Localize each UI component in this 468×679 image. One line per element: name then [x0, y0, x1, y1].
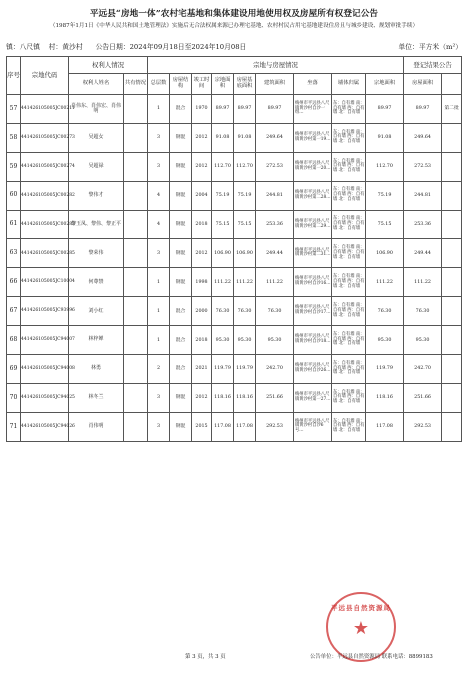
row-res-land: 118.16 — [366, 383, 404, 412]
row-code: 441426105005JC00273 — [21, 123, 69, 152]
row-no: 68 — [7, 326, 21, 355]
table-row — [7, 95, 462, 124]
row-year: 2012 — [192, 239, 212, 268]
row-year: 2015 — [192, 412, 212, 441]
row-owner-boundary: 东：自有墙 南：自有墙 西：自有墙 北：自有墙 — [332, 95, 366, 124]
row-year: 2004 — [192, 181, 212, 210]
row-build-area: 89.97 — [256, 95, 294, 124]
row-location: 梅州市平远县八尺镇黄沙村第二31… — [294, 239, 332, 268]
row-no: 67 — [7, 297, 21, 326]
col-location: 坐落 — [294, 74, 332, 95]
row-res-build: 242.70 — [404, 355, 442, 384]
col-build-area: 建筑面积 — [256, 74, 294, 95]
row-code: 441426105005JC00274 — [21, 152, 69, 181]
row-floors: 3 — [148, 383, 170, 412]
col-res-build: 房屋面积 — [404, 74, 442, 95]
row-owner-boundary: 东：自有墙 南：自有墙 西：自有墙 北：自有墙 — [332, 239, 366, 268]
row-res-land: 119.79 — [366, 355, 404, 384]
row-shared — [124, 95, 148, 124]
row-floors: 1 — [148, 326, 170, 355]
row-build-area: 242.70 — [256, 355, 294, 384]
row-structure: 钢混 — [170, 181, 192, 210]
row-build-area: 95.30 — [256, 326, 294, 355]
page-subtitle: （1987年1月1日《中华人民共和国土地管理法》实施后无合法权属来源已办理宅基地、农村村民占用宅基地建设住房且与城乡建设、规划审批手续） — [49, 23, 419, 29]
row-code: 441426105005JC10004 — [21, 268, 69, 297]
row-year: 2018 — [192, 326, 212, 355]
row-code: 441426105005JC94008 — [21, 355, 69, 384]
row-owner-name: 何尊禁 — [69, 268, 124, 297]
row-owner-boundary: 东：自有墙 南：自有墙 西：自有墙 北：自有墙 — [332, 297, 366, 326]
row-remark — [442, 210, 462, 239]
row-remark: 第二批 — [442, 95, 462, 124]
row-no: 60 — [7, 181, 21, 210]
row-land-area: 106.90 — [212, 239, 234, 268]
row-owner-boundary: 东：自有墙 南：自有墙 西：自有墙 北：自有墙 — [332, 412, 366, 441]
row-remark — [442, 181, 462, 210]
row-land-area: 75.19 — [212, 181, 234, 210]
row-structure: 钢混 — [170, 123, 192, 152]
row-remark — [442, 152, 462, 181]
row-no: 66 — [7, 268, 21, 297]
area-unit: 单位：平方米（m²） — [398, 43, 462, 51]
col-owner-boundary: 墙体归属 — [332, 74, 366, 95]
row-no: 63 — [7, 239, 21, 268]
row-base-area: 112.70 — [234, 152, 256, 181]
row-owner-boundary: 东：自有墙 南：自有墙 西：自有墙 北：自有墙 — [332, 326, 366, 355]
row-remark — [442, 326, 462, 355]
row-owner-name: 林冬兰 — [69, 383, 124, 412]
notice-period: 公告日期：2024年09月18日至2024年10月08日 — [95, 43, 247, 51]
row-remark — [442, 383, 462, 412]
row-structure: 混合 — [170, 297, 192, 326]
table-row — [7, 297, 462, 326]
row-build-area: 111.22 — [256, 268, 294, 297]
row-remark — [442, 123, 462, 152]
row-no: 71 — [7, 412, 21, 441]
row-res-build: 253.36 — [404, 210, 442, 239]
row-res-land: 112.70 — [366, 152, 404, 181]
row-shared — [124, 326, 148, 355]
row-owner-boundary: 东：自有墙 南：自有墙 西：自有墙 北：自有墙 — [332, 383, 366, 412]
row-owner-name: 肖伟明 — [69, 412, 124, 441]
col-structure: 房屋结构 — [170, 74, 192, 95]
row-shared — [124, 355, 148, 384]
row-base-area: 119.79 — [234, 355, 256, 384]
row-floors: 3 — [148, 239, 170, 268]
row-no: 61 — [7, 210, 21, 239]
row-res-land: 75.15 — [366, 210, 404, 239]
row-shared — [124, 297, 148, 326]
row-location: 梅州市平远县八尺镇黄沙村自沙6号… — [294, 412, 332, 441]
row-base-area: 95.30 — [234, 326, 256, 355]
row-location: 梅州市平远县八尺镇黄沙村第一19… — [294, 123, 332, 152]
row-floors: 1 — [148, 297, 170, 326]
page-title: 平远县“房地一体”农村宅基地和集体建设用地使用权及房屋所有权登记公告 — [89, 9, 379, 19]
row-floors: 2 — [148, 355, 170, 384]
row-res-build: 292.53 — [404, 412, 442, 441]
seal-text: 平远县自然资源局 — [331, 604, 391, 612]
row-base-area: 91.08 — [234, 123, 256, 152]
row-base-area: 89.97 — [234, 95, 256, 124]
row-owner-name: 肖伟东、肖伟宏、肖伟明 — [69, 95, 124, 124]
table-row — [7, 268, 462, 297]
row-owner-name: 黎荣伟 — [69, 239, 124, 268]
row-location: 梅州市平远县八尺镇黄沙村第二29… — [294, 210, 332, 239]
row-floors: 3 — [148, 412, 170, 441]
row-shared — [124, 268, 148, 297]
row-structure: 钢混 — [170, 210, 192, 239]
row-no: 70 — [7, 383, 21, 412]
table-row — [7, 412, 462, 441]
row-base-area: 111.22 — [234, 268, 256, 297]
row-res-land: 91.08 — [366, 123, 404, 152]
col-floors: 总层数 — [148, 74, 170, 95]
table-row — [7, 355, 462, 384]
row-year: 2012 — [192, 152, 212, 181]
row-land-area: 119.79 — [212, 355, 234, 384]
row-structure: 钢混 — [170, 383, 192, 412]
row-code: 441426105005JC00285 — [21, 239, 69, 268]
row-owner-name: 黎伟才 — [69, 181, 124, 210]
col-no: 序号 — [7, 57, 21, 95]
seal-star-icon: ★ — [352, 618, 370, 639]
row-location: 梅州市平远县八尺镇黄沙村自沙18… — [294, 326, 332, 355]
col-land-area: 宗地面积 — [212, 74, 234, 95]
row-code: 441426105005JC00282 — [21, 181, 69, 210]
col-land-group: 宗地与房屋情况 — [148, 57, 404, 74]
row-floors: 3 — [148, 123, 170, 152]
row-land-area: 117.08 — [212, 412, 234, 441]
row-base-area: 75.15 — [234, 210, 256, 239]
row-res-build: 95.30 — [404, 326, 442, 355]
row-owner-boundary: 东：自有墙 南：自有墙 西：自有墙 北：自有墙 — [332, 123, 366, 152]
col-shared: 共有情况 — [124, 74, 148, 95]
row-owner-name: 黎玉凤、黎伟、黎正平 — [69, 210, 124, 239]
table-row — [7, 181, 462, 210]
row-land-area: 89.97 — [212, 95, 234, 124]
row-remark — [442, 239, 462, 268]
row-code: 441426105005JC94025 — [21, 383, 69, 412]
row-shared — [124, 239, 148, 268]
table-row — [7, 152, 462, 181]
row-location: 梅州市平远县八尺镇黄沙村自沙26… — [294, 355, 332, 384]
row-floors: 4 — [148, 181, 170, 210]
row-no: 59 — [7, 152, 21, 181]
notice-meta — [6, 41, 462, 51]
row-no: 57 — [7, 95, 21, 124]
row-build-area: 253.36 — [256, 210, 294, 239]
notice-unit: 公告单位：平远县自然资源局 联系电话：8899183 — [310, 654, 433, 660]
row-code: 441426105005JC94026 — [21, 412, 69, 441]
row-year: 2021 — [192, 355, 212, 384]
row-structure: 钢混 — [170, 239, 192, 268]
row-year: 2012 — [192, 383, 212, 412]
registration-table — [6, 56, 462, 442]
row-res-build: 89.97 — [404, 95, 442, 124]
table-row — [7, 326, 462, 355]
row-code: 441426105005JC93996 — [21, 297, 69, 326]
row-code: 441426105005JC94007 — [21, 326, 69, 355]
row-location: 梅州市平远县八尺镇黄沙村自沙16… — [294, 268, 332, 297]
row-owner-name: 林勇 — [69, 355, 124, 384]
row-remark — [442, 412, 462, 441]
row-res-build: 251.66 — [404, 383, 442, 412]
row-structure: 钢混 — [170, 412, 192, 441]
table-row — [7, 383, 462, 412]
row-structure: 钢混 — [170, 268, 192, 297]
table-row — [7, 239, 462, 268]
row-res-build: 76.30 — [404, 297, 442, 326]
row-location: 梅州市平远县八尺镇黄沙村自沙17… — [294, 297, 332, 326]
row-owner-name: 刘小红 — [69, 297, 124, 326]
col-owner-group: 权利人情况 — [69, 57, 148, 74]
row-year: 1998 — [192, 268, 212, 297]
row-structure: 钢混 — [170, 152, 192, 181]
row-owner-name: 林梓婵 — [69, 326, 124, 355]
row-build-area: 244.81 — [256, 181, 294, 210]
row-owner-boundary: 东：自有墙 南：自有墙 西：自有墙 北：自有墙 — [332, 181, 366, 210]
row-build-area: 251.66 — [256, 383, 294, 412]
col-year: 竣工时间 — [192, 74, 212, 95]
row-structure: 混合 — [170, 355, 192, 384]
row-floors: 4 — [148, 210, 170, 239]
col-owner-name: 权利人姓名 — [69, 74, 124, 95]
row-location: 梅州市平远县八尺镇黄沙村第一20… — [294, 152, 332, 181]
row-build-area: 76.30 — [256, 297, 294, 326]
row-owner-name: 吴超禄 — [69, 152, 124, 181]
row-land-area: 95.30 — [212, 326, 234, 355]
row-no: 69 — [7, 355, 21, 384]
row-code: 441426105005JC00283 — [21, 210, 69, 239]
row-res-build: 249.64 — [404, 123, 442, 152]
row-shared — [124, 210, 148, 239]
row-land-area: 111.22 — [212, 268, 234, 297]
row-build-area: 249.64 — [256, 123, 294, 152]
page-number: 第 3 页，共 3 页 — [185, 654, 226, 660]
village-label: 村：黄沙村 — [48, 43, 83, 51]
row-location: 梅州市平远县八尺镇黄沙村自沙一组… — [294, 95, 332, 124]
row-base-area: 76.30 — [234, 297, 256, 326]
row-owner-boundary: 东：自有墙 南：自有墙 西：自有墙 北：自有墙 — [332, 152, 366, 181]
col-result-group: 登记结果公告 — [404, 57, 462, 74]
row-base-area: 106.90 — [234, 239, 256, 268]
row-base-area: 75.19 — [234, 181, 256, 210]
row-shared — [124, 412, 148, 441]
row-res-build: 111.22 — [404, 268, 442, 297]
row-floors: 3 — [148, 152, 170, 181]
row-owner-boundary: 东：自有墙 南：自有墙 西：自有墙 北：自有墙 — [332, 268, 366, 297]
row-year: 2000 — [192, 297, 212, 326]
row-location: 梅州市平远县八尺镇黄沙村第二28… — [294, 181, 332, 210]
row-no: 58 — [7, 123, 21, 152]
row-land-area: 76.30 — [212, 297, 234, 326]
row-shared — [124, 181, 148, 210]
town-label: 镇：八尺镇 — [6, 43, 40, 51]
row-build-area: 272.53 — [256, 152, 294, 181]
row-remark — [442, 355, 462, 384]
col-code: 宗地代码 — [21, 57, 69, 95]
row-remark — [442, 268, 462, 297]
row-remark — [442, 297, 462, 326]
row-base-area: 118.16 — [234, 383, 256, 412]
row-base-area: 117.08 — [234, 412, 256, 441]
row-land-area: 75.15 — [212, 210, 234, 239]
row-res-land: 76.30 — [366, 297, 404, 326]
row-build-area: 249.44 — [256, 239, 294, 268]
row-res-land: 111.22 — [366, 268, 404, 297]
row-owner-name: 吴超女 — [69, 123, 124, 152]
row-res-build: 249.44 — [404, 239, 442, 268]
col-base-area: 房屋基底面积 — [234, 74, 256, 95]
row-shared — [124, 383, 148, 412]
row-owner-boundary: 东：自有墙 南：自有墙 西：自有墙 北：自有墙 — [332, 355, 366, 384]
row-res-land: 75.19 — [366, 181, 404, 210]
row-year: 2012 — [192, 123, 212, 152]
row-code: 441426105005JC00211 — [21, 95, 69, 124]
row-res-land: 95.30 — [366, 326, 404, 355]
row-structure: 混合 — [170, 326, 192, 355]
row-res-land: 89.97 — [366, 95, 404, 124]
row-res-land: 106.90 — [366, 239, 404, 268]
row-shared — [124, 152, 148, 181]
row-owner-boundary: 东：自有墙 南：自有墙 西：自有墙 北：自有墙 — [332, 210, 366, 239]
table-row — [7, 210, 462, 239]
row-structure: 混合 — [170, 95, 192, 124]
row-res-build: 272.53 — [404, 152, 442, 181]
row-land-area: 91.08 — [212, 123, 234, 152]
row-location: 梅州市平远县八尺镇黄沙村第一27… — [294, 383, 332, 412]
row-build-area: 292.53 — [256, 412, 294, 441]
row-year: 1970 — [192, 95, 212, 124]
row-shared — [124, 123, 148, 152]
table-row — [7, 123, 462, 152]
row-year: 2018 — [192, 210, 212, 239]
row-floors: 1 — [148, 268, 170, 297]
col-res-land: 宗地面积 — [366, 74, 404, 95]
row-res-land: 117.08 — [366, 412, 404, 441]
row-land-area: 112.70 — [212, 152, 234, 181]
row-res-build: 244.81 — [404, 181, 442, 210]
row-floors: 1 — [148, 95, 170, 124]
row-land-area: 118.16 — [212, 383, 234, 412]
